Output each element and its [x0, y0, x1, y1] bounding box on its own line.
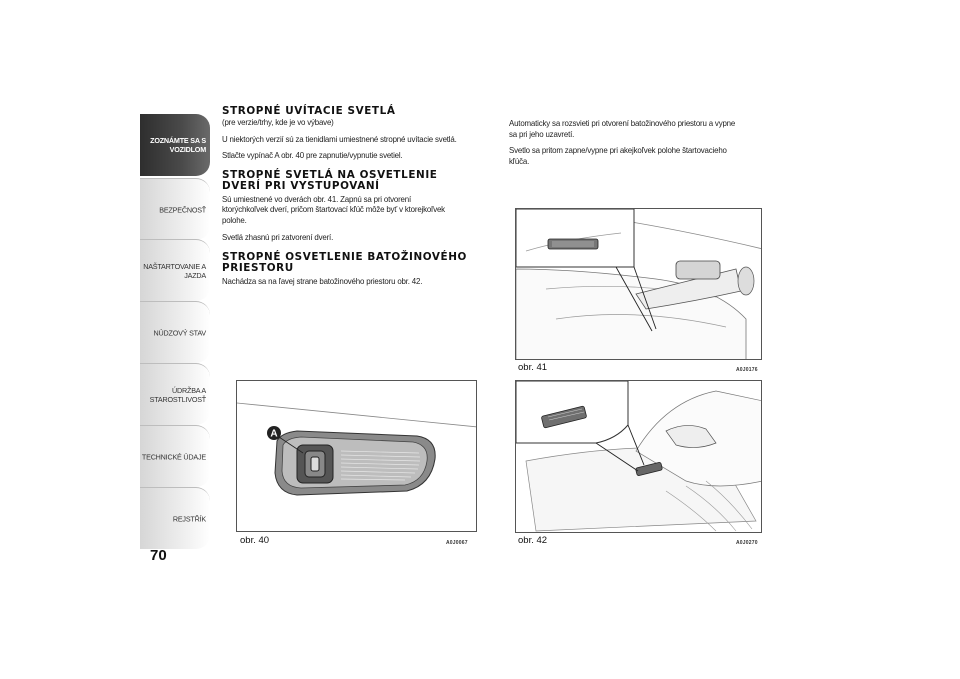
tab-label: NÚDZOVÝ STAV	[153, 328, 206, 337]
tab-label: TECHNICKÉ ÚDAJE	[141, 452, 206, 461]
section-title: STROPNÉ OSVETLENIE BATOŽINOVÉHO	[222, 251, 467, 264]
trunk-light-illustration	[516, 381, 762, 533]
figure-caption: obr. 40	[240, 535, 270, 546]
tab-bezpecnost[interactable]	[140, 178, 210, 240]
tab-label: BEZPEČNOSŤ	[159, 205, 206, 214]
left-column	[222, 106, 497, 287]
right-column	[509, 118, 784, 166]
tab-nudzovy-stav[interactable]	[140, 301, 210, 363]
tab-label: ÚDRŽBA A STAROSTLIVOSŤ	[149, 385, 206, 404]
marker-label: A	[270, 428, 278, 440]
section-title: PRIESTORU	[222, 262, 294, 275]
paragraph: sa pri jeho uzavretí.	[509, 128, 575, 139]
tab-nastartovanie-a-jazda[interactable]	[140, 239, 210, 301]
page-number: 70	[150, 547, 167, 564]
paragraph: ktorýchkoľvek dverí, pričom štartovací kľúč môže byť v ktorejkoľvek	[222, 204, 445, 215]
figure-caption: obr. 41	[518, 362, 548, 373]
tab-zoznamte-sa-s-vozidlom[interactable]	[140, 114, 210, 176]
paragraph: Nachádza sa na ľavej strane batožinového priestoru obr. 42.	[222, 276, 423, 287]
figure-caption: obr. 42	[518, 535, 548, 546]
tab-label: ZOZNÁMTE SA S VOZIDLOM	[150, 136, 206, 154]
paragraph: (pre verzie/trhy, kde je vo výbave)	[222, 117, 334, 127]
paragraph: Sú umiestnené vo dverách obr. 41. Zapnú sa pri otvorení	[222, 193, 411, 204]
section-title: DVERÍ PRI VYSTUPOVANÍ	[222, 179, 380, 192]
figure-code: A0J0176	[736, 367, 758, 373]
paragraph: Svetlo sa pritom zapne/vypne pri akejkoľvek polohe štartovacieho	[509, 145, 727, 156]
figure-code: A0J0067	[446, 540, 468, 546]
tab-udrzba-a-starostlivost[interactable]	[140, 363, 210, 425]
figure-code: A0J0270	[736, 540, 758, 546]
tab-technicke-udaje[interactable]	[140, 425, 210, 487]
tab-label: REJSTŘÍK	[172, 514, 206, 523]
door-light-illustration	[516, 209, 762, 360]
section-title: STROPNÉ UVÍTACIE SVETLÁ	[222, 105, 396, 117]
paragraph: U niektorých verzií sú za tienidlami umiestnené stropné uvítacie svetlá.	[222, 133, 457, 144]
paragraph: polohe.	[222, 214, 247, 225]
tab-rejstrik[interactable]	[140, 487, 210, 549]
figure-42-trunk-light	[515, 380, 762, 533]
figure-41-door-light	[515, 208, 762, 360]
tab-label: NAŠTARTOVANIE A JAZDA	[143, 261, 206, 280]
paragraph: Stlačte vypínač A obr. 40 pre zapnutie/vypnutie svetiel.	[222, 150, 403, 161]
paragraph: Automaticky sa rozsvieti pri otvorení batožinového priestoru a vypne	[509, 118, 736, 128]
ceiling-light-illustration	[237, 381, 477, 532]
paragraph: Svetlá zhasnú pri zatvorení dverí.	[222, 231, 334, 242]
section-title: STROPNÉ SVETLÁ NA OSVETLENIE	[222, 168, 438, 181]
paragraph: kľúča.	[509, 155, 530, 166]
figure-40-ceiling-light	[236, 380, 477, 532]
